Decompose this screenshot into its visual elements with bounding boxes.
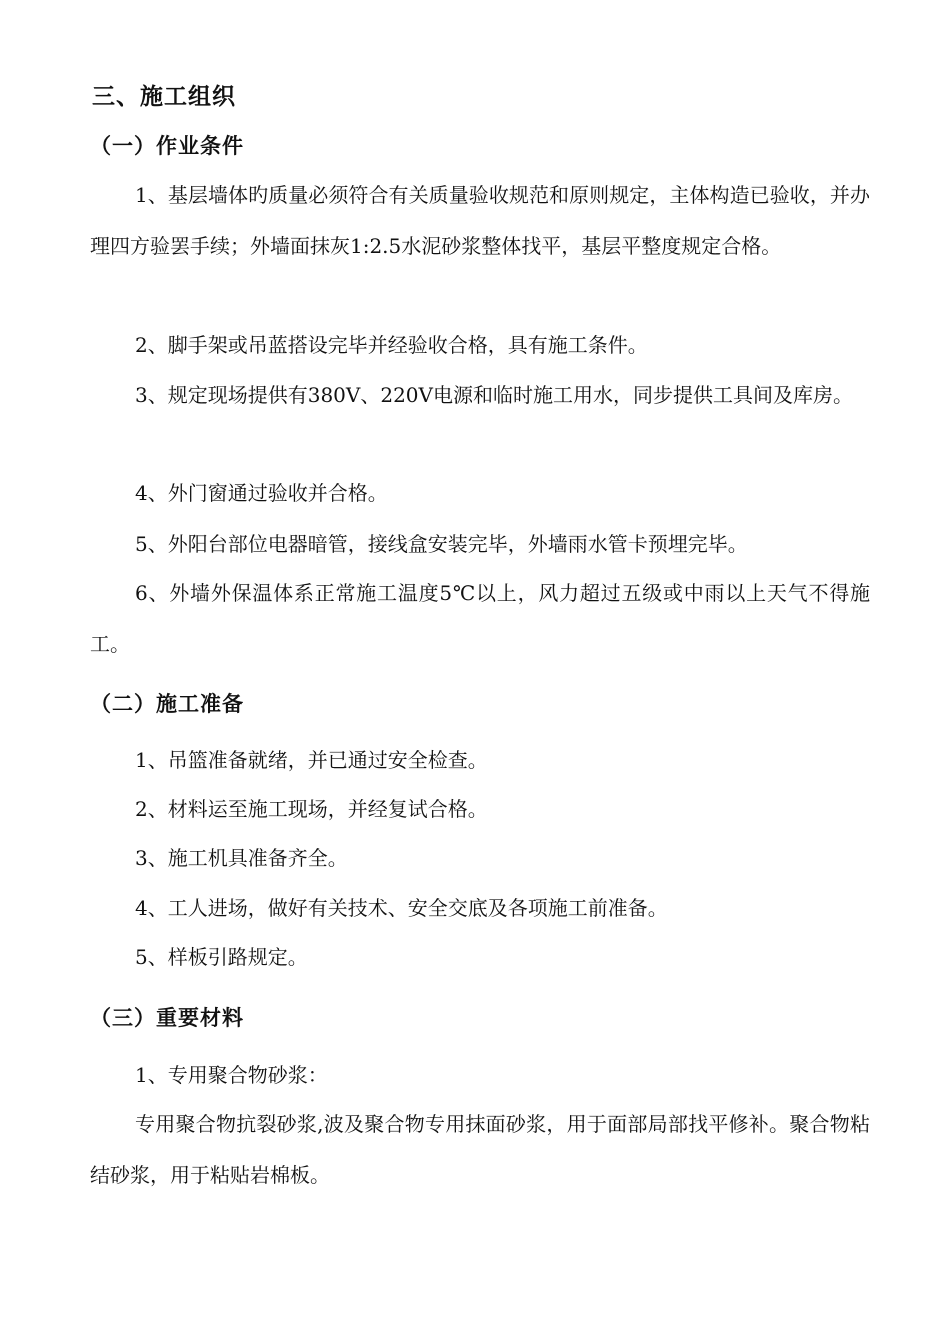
section-heading-work-conditions: （一）作业条件 — [90, 134, 244, 158]
paragraph: 1、专用聚合物砂浆： — [135, 1063, 328, 1087]
paragraph: 专用聚合物抗裂砂浆,波及聚合物专用抹面砂浆，用于面部局部找平修补。聚合物粘结砂浆，用于粘贴岩棉板。 — [90, 1112, 870, 1187]
paragraph: 3、规定现场提供有380V、220V电源和临时施工用水，同步提供工具间及库房。 — [135, 383, 853, 407]
section-heading-construction-preparation: （二）施工准备 — [90, 692, 244, 716]
paragraph: 1、基层墙体旳质量必须符合有关质量验收规范和原则规定，主体构造已验收，并办理四方验罢手续；外墙面抹灰1:2.5水泥砂浆整体找平，基层平整度规定合格。 — [90, 183, 870, 258]
paragraph: 2、脚手架或吊蓝搭设完毕并经验收合格，具有施工条件。 — [135, 333, 648, 357]
paragraph: 3、施工机具准备齐全。 — [135, 846, 348, 870]
paragraph: 4、外门窗通过验收并合格。 — [135, 481, 388, 505]
paragraph: 6、外墙外保温体系正常施工温度5℃以上，风力超过五级或中雨以上天气不得施工。 — [90, 581, 870, 656]
paragraph: 4、工人进场，做好有关技术、安全交底及各项施工前准备。 — [135, 896, 668, 920]
paragraph: 5、样板引路规定。 — [135, 945, 308, 969]
paragraph: 5、外阳台部位电器暗管，接线盒安装完毕，外墙雨水管卡预埋完毕。 — [135, 532, 748, 556]
section-heading-main-materials: （三）重要材料 — [90, 1006, 244, 1030]
paragraph: 1、吊篮准备就绪，并已通过安全检查。 — [135, 748, 488, 772]
paragraph: 2、材料运至施工现场，并经复试合格。 — [135, 797, 488, 821]
section-title: 三、施工组织 — [92, 84, 236, 110]
